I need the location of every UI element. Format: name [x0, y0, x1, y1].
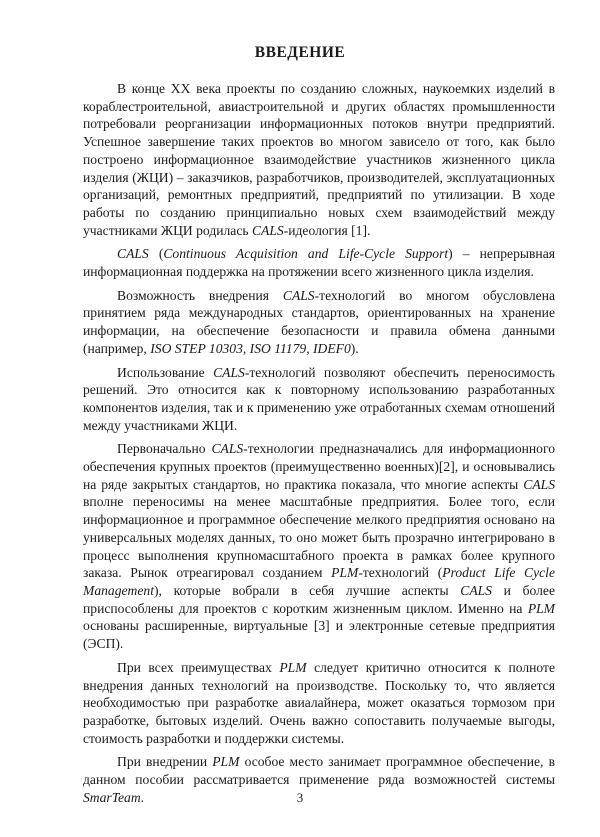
- paragraph-5: Первоначально CALS-технологии предназначались для информационного обеспечения крупных проектов (преимущественно военных)[2], и основывались на ряде закрытых стандартов, но практика показала, что многие аспекты CALS вполне переносимы на менее масштабные предприятия. Более того, если информационное и программное обеспечение мелкого предприятия основано на универсальных моделях данных, то оно может быть прозрачно интегрировано в процесс выполнения крупномасштабного проекта в рамках более крупного заказа. Рынок отреагировал созданием PLM-технологий (Product Life Cycle Management), которые вобрали в себя лучшие аспекты CALS и более приспособлены для проектов с коротким жизненным циклом. Именно на PLM основаны расширенные, виртуальные [3] и электронные сетевые предприятия (ЭСП).: [83, 441, 555, 652]
- paragraph-7: При внедрении PLM особое место занимает программное обеспечение, в данном пособии рассматривается применение ряда возможностей системы SmarTeam.: [83, 754, 555, 805]
- page-title: ВВЕДЕНИЕ: [254, 44, 346, 61]
- page-number: 3: [296, 790, 304, 805]
- paragraph-2: CALS (Continuous Acquisition and Life-Cycle Support) – непрерывная информационная поддержка на протяжении всего жизненного цикла изделия.: [83, 246, 555, 280]
- paragraph-4: Использование CALS-технологий позволяют обеспечить переносимость решений. Это относится как к повторному использованию разработанных компонентов изделия, так и к применению уже отработанных схемам отношений между участниками ЖЦИ.: [83, 364, 555, 433]
- document-body: [83, 80, 555, 806]
- paragraph-1: В конце XX века проекты по созданию сложных, наукоемких изделий в кораблестроительной, авиастроительной и других областях промышленности потребовали реорганизации информационных потоков внутри предприятий. Успешное завершение таких проектов во многом зависело от того, как было построено информационное взаимодействие участников жизненного цикла изделия (ЖЦИ) – заказчиков, разработчиков, производителей, эксплуатационных организаций, ремонтных предприятий, предприятий по утилизации. В ходе работы по созданию принципиально новых схем взаимодействий между участниками ЖЦИ родилась CALS-идеология [1].: [83, 81, 555, 238]
- paragraph-3: Возможность внедрения CALS-технологий во многом обусловлена принятием ряда международных стандартов, ориентированных на хранение информации, на обеспечение безопасности и правила обмена данными (например, ISO STEP 10303, ISO 11179, IDEF0).: [83, 287, 555, 356]
- paragraph-6: При всех преимуществах PLM следует критично относится к полноте внедрения данных технологий на производстве. Поскольку то, что является необходимостью при разработке авиалайнера, может оказаться тормозом при разработке, бытовых изделий. Очень важно сопоставить получаемые выгоды, стоимость разработки и поддержки системы.: [83, 659, 555, 746]
